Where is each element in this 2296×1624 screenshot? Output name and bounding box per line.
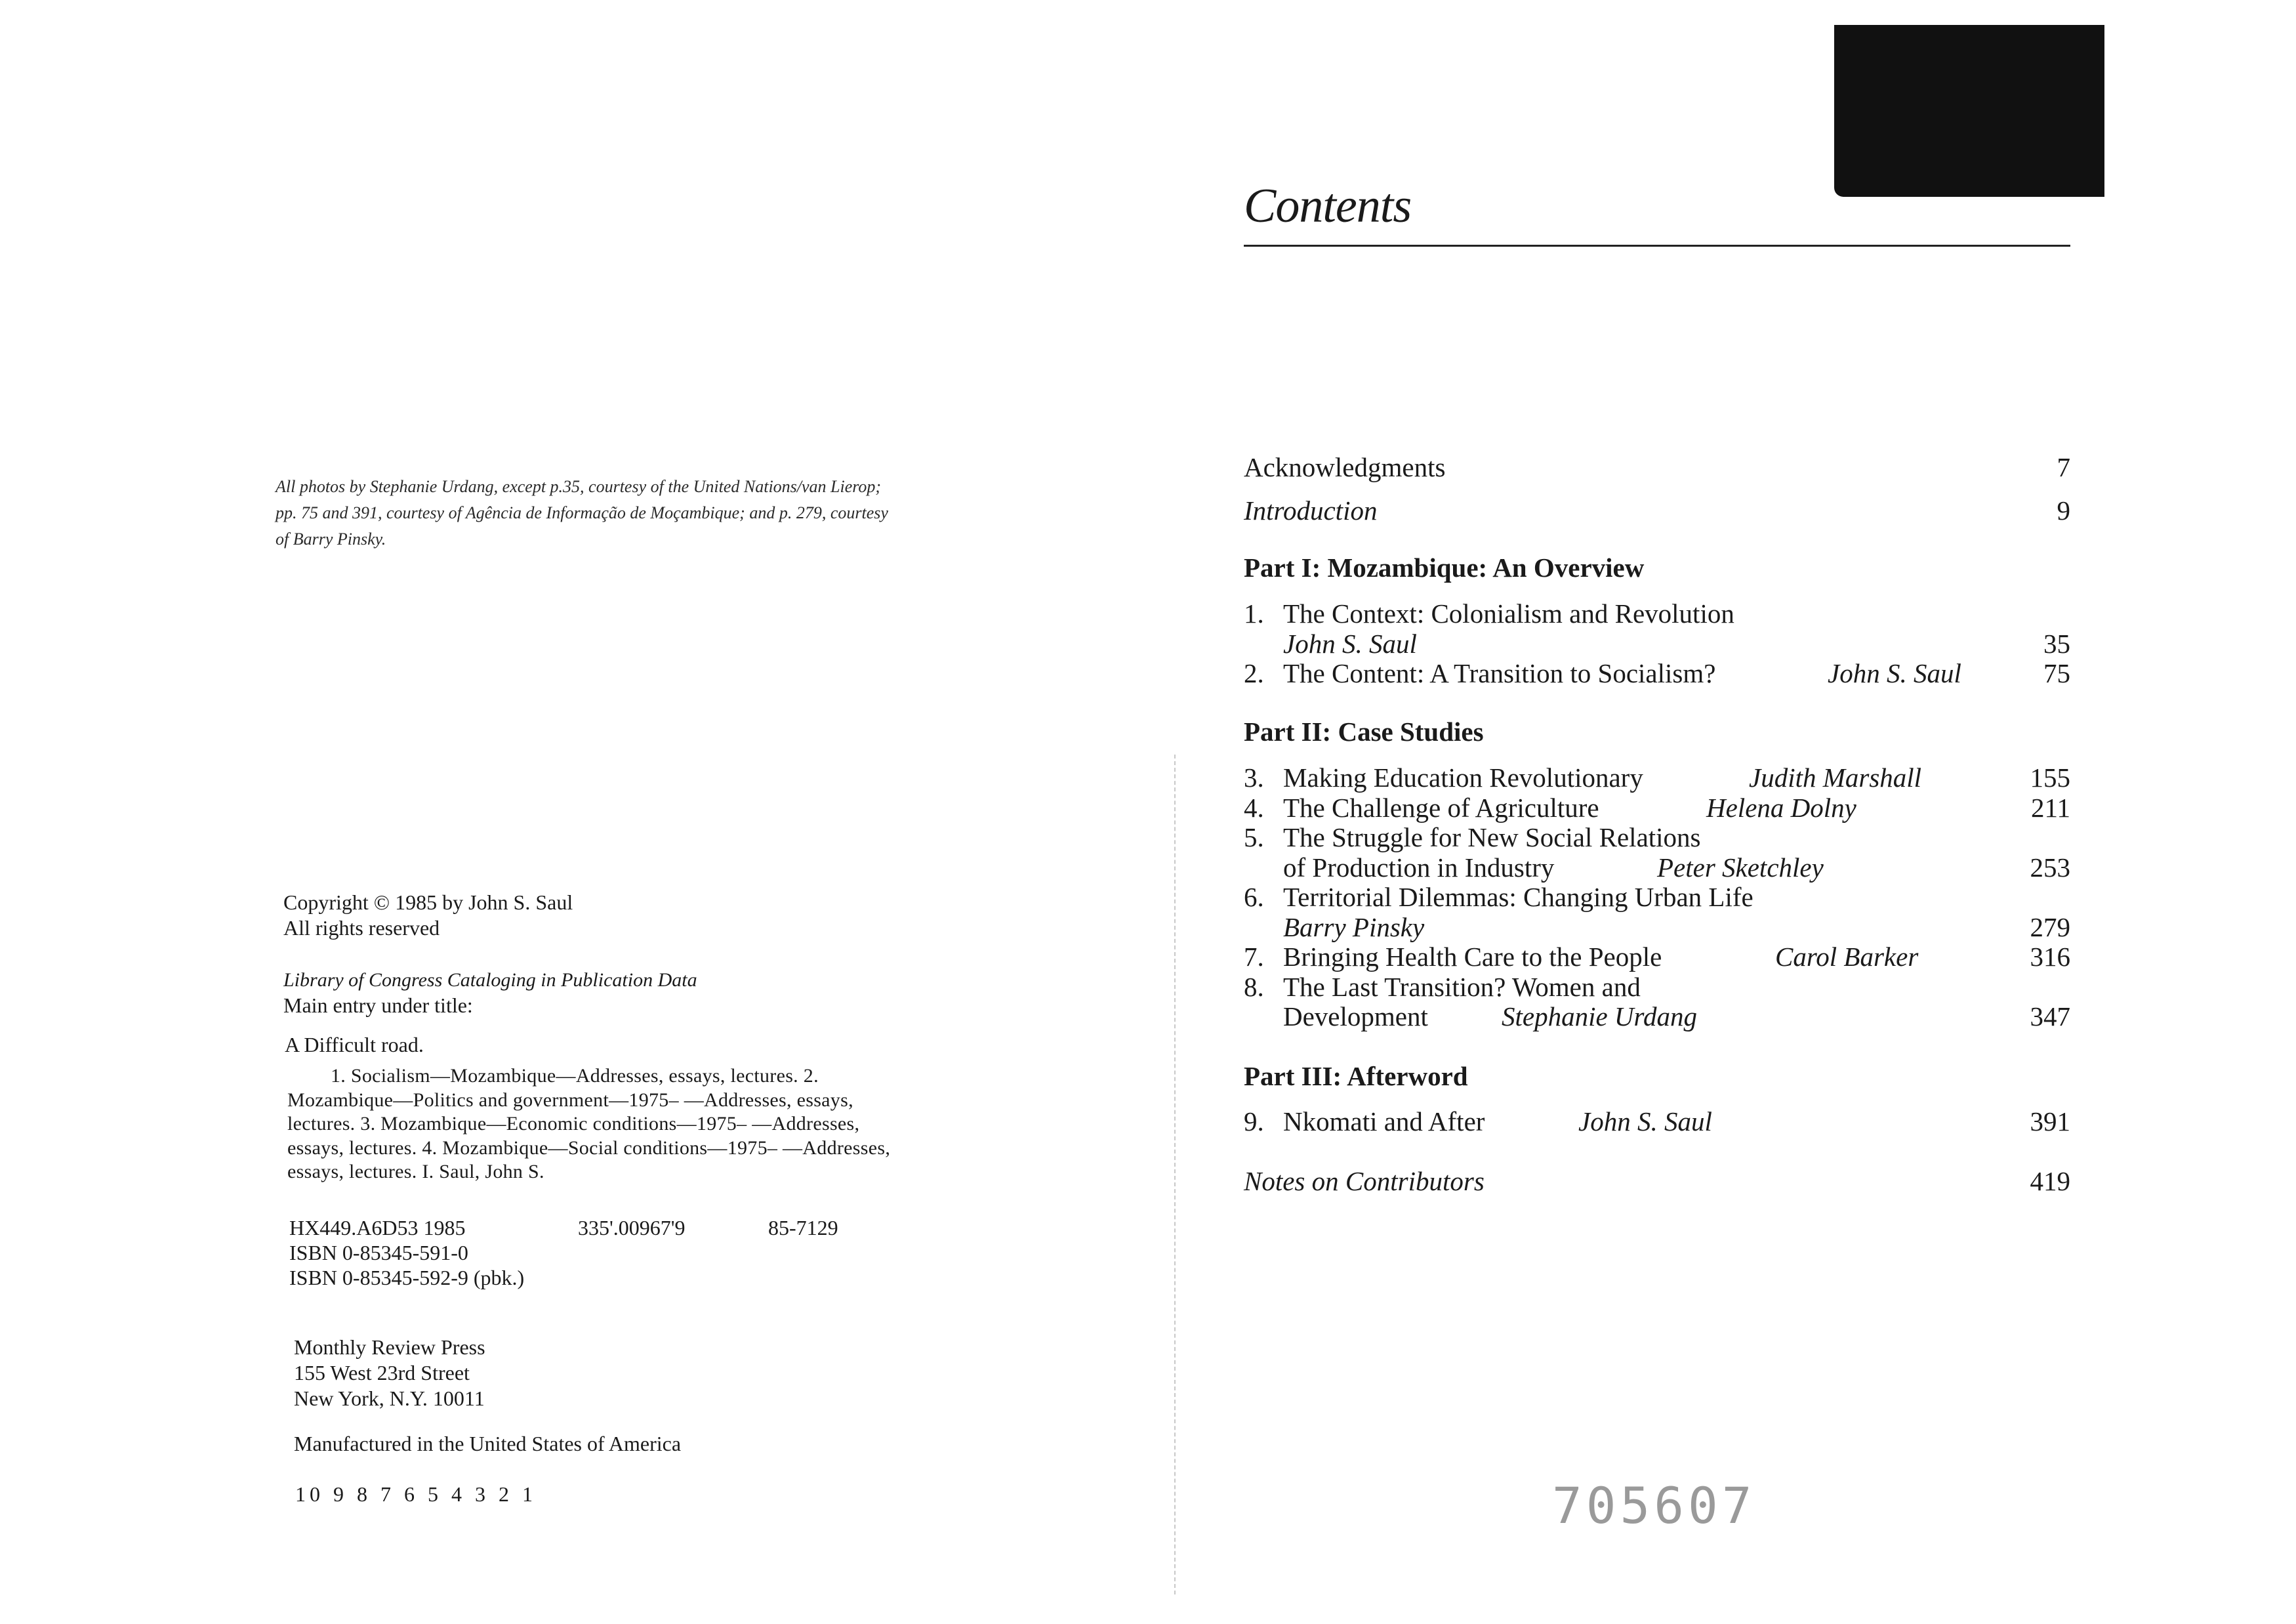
copyright-line: Copyright © 1985 by John S. Saul [283, 890, 573, 914]
library-stamp [1834, 25, 2104, 197]
chapter-title: The Content: A Transition to Socialism? [1283, 658, 1716, 688]
toc-page-number: 419 [2030, 1166, 2070, 1196]
toc-page-number: 279 [2030, 912, 2070, 942]
photo-credit: All photos by Stephanie Urdang, except p.35, courtesy of the United Nations/van Lierop; pp. 75 and 391, courtesy of Agência de Informação de Moçambique; and p. 279, courtesy of Barry Pinsky. [276, 477, 888, 549]
toc-entry [1244, 657, 2070, 690]
lcc-heading: Library of Congress Cataloging in Publication Data [283, 969, 697, 991]
chapter-title: Nkomati and After [1283, 1106, 1485, 1136]
chapter-number: 1. [1244, 598, 1264, 629]
toc-entry [1244, 1105, 2070, 1138]
toc-entry [1244, 761, 2070, 794]
chapter-title: Bringing Health Care to the People [1283, 942, 1662, 972]
chapter-author: John S. Saul [1828, 658, 1961, 688]
lc-call-number: HX449.A6D53 1985 [289, 1216, 466, 1239]
publisher-street: 155 West 23rd Street [294, 1361, 470, 1385]
toc-entry-title: Notes on Contributors [1244, 1166, 1485, 1196]
chapter-title-continued: of Production in Industry [1283, 852, 1555, 883]
chapter-title: The Struggle for New Social Relations [1283, 822, 1701, 852]
call-number-row [289, 1215, 945, 1240]
chapter-author: Carol Barker [1775, 942, 1919, 972]
toc-entry [1244, 494, 2070, 527]
chapter-number: 9. [1244, 1106, 1264, 1136]
toc-page-number: 316 [2030, 942, 2070, 972]
toc-page-number: 347 [2030, 1001, 2070, 1031]
chapter-title-continued: Development [1283, 1001, 1428, 1031]
lccn: 85-7129 [768, 1216, 838, 1239]
toc-entry-title: Introduction [1244, 495, 1378, 526]
chapter-title: The Challenge of Agriculture [1283, 793, 1599, 823]
chapter-author: Stephanie Urdang [1502, 1001, 1697, 1031]
chapter-number: 7. [1244, 942, 1264, 972]
call-numbers [289, 1215, 945, 1290]
copyright-notice [283, 890, 939, 941]
chapter-author: Helena Dolny [1706, 793, 1856, 823]
contents-page [1168, 0, 2296, 1624]
part-heading: Part II: Case Studies [1244, 717, 1484, 747]
title-rule [1244, 245, 2070, 247]
toc-entry-continuation [1244, 627, 2070, 660]
toc-page-number: 391 [2030, 1106, 2070, 1136]
toc-entry [1244, 451, 2070, 484]
cip-subjects: 1. Socialism—Mozambique—Addresses, essays, lectures. 2. Mozambique—Politics and government—1975– —Addresses, essays, lectures. 3. Mozambique—Economic conditions—1975– —Addresses, essays, lectures. 4. Mozambique—Social conditions—1975– —Addresses, essays, lectures. I. Saul, John S. [287, 1065, 891, 1182]
toc-entry [1244, 1165, 2070, 1197]
chapter-author: John S. Saul [1283, 629, 1417, 659]
chapter-author: Peter Sketchley [1657, 852, 1824, 883]
toc-page-number: 9 [2057, 495, 2070, 526]
stamped-accession-number: 705607 [1552, 1476, 1756, 1535]
chapter-number: 4. [1244, 793, 1264, 823]
chapter-title: The Last Transition? Women and [1283, 972, 1641, 1002]
page-title: Contents [1244, 179, 1412, 233]
title-entry: A Difficult road. [285, 1033, 424, 1056]
publisher-city: New York, N.Y. 10011 [294, 1386, 485, 1410]
chapter-author: John S. Saul [1578, 1106, 1712, 1136]
part-heading: Part I: Mozambique: An Overview [1244, 552, 1645, 583]
printing-line: 10 9 8 7 6 5 4 3 2 1 [295, 1482, 537, 1506]
chapter-number: 6. [1244, 882, 1264, 912]
chapter-title: The Context: Colonialism and Revolution [1283, 598, 1734, 629]
cataloging-data [283, 967, 939, 1018]
toc-entry-title: Acknowledgments [1244, 452, 1446, 482]
toc-entry [1244, 791, 2070, 824]
publisher-name: Monthly Review Press [294, 1335, 485, 1359]
toc-entry-continuation [1244, 1000, 2070, 1033]
rights-line: All rights reserved [283, 916, 440, 940]
publisher-address [294, 1335, 819, 1411]
toc-entry [1244, 940, 2070, 973]
chapter-number: 5. [1244, 822, 1264, 852]
toc-entry [1244, 597, 2070, 630]
manufactured-line: Manufactured in the United States of America [294, 1432, 682, 1455]
toc-entry [1244, 881, 2070, 913]
toc-entry [1244, 970, 2070, 1003]
toc-entry [1244, 821, 2070, 854]
chapter-number: 3. [1244, 762, 1264, 793]
chapter-number: 8. [1244, 972, 1264, 1002]
main-entry: Main entry under title: [283, 993, 473, 1017]
toc-page-number: 253 [2030, 852, 2070, 883]
dewey-number: 335'.00967'9 [578, 1216, 686, 1239]
toc-entry-continuation [1244, 911, 2070, 944]
toc-page-number: 35 [2043, 629, 2070, 659]
toc-page-number: 75 [2043, 658, 2070, 688]
chapter-number: 2. [1244, 658, 1264, 688]
chapter-author: Judith Marshall [1749, 762, 1922, 793]
chapter-title: Territorial Dilemmas: Changing Urban Life [1283, 882, 1753, 912]
isbn-cloth: ISBN 0-85345-591-0 [289, 1241, 468, 1264]
isbn-paperback: ISBN 0-85345-592-9 (pbk.) [289, 1266, 525, 1289]
toc-page-number: 155 [2030, 762, 2070, 793]
toc-page-number: 211 [2031, 793, 2070, 823]
toc-entry-continuation [1244, 851, 2070, 884]
chapter-title: Making Education Revolutionary [1283, 762, 1643, 793]
part-heading: Part III: Afterword [1244, 1061, 1468, 1091]
toc-page-number: 7 [2057, 452, 2070, 482]
chapter-author: Barry Pinsky [1283, 912, 1425, 942]
